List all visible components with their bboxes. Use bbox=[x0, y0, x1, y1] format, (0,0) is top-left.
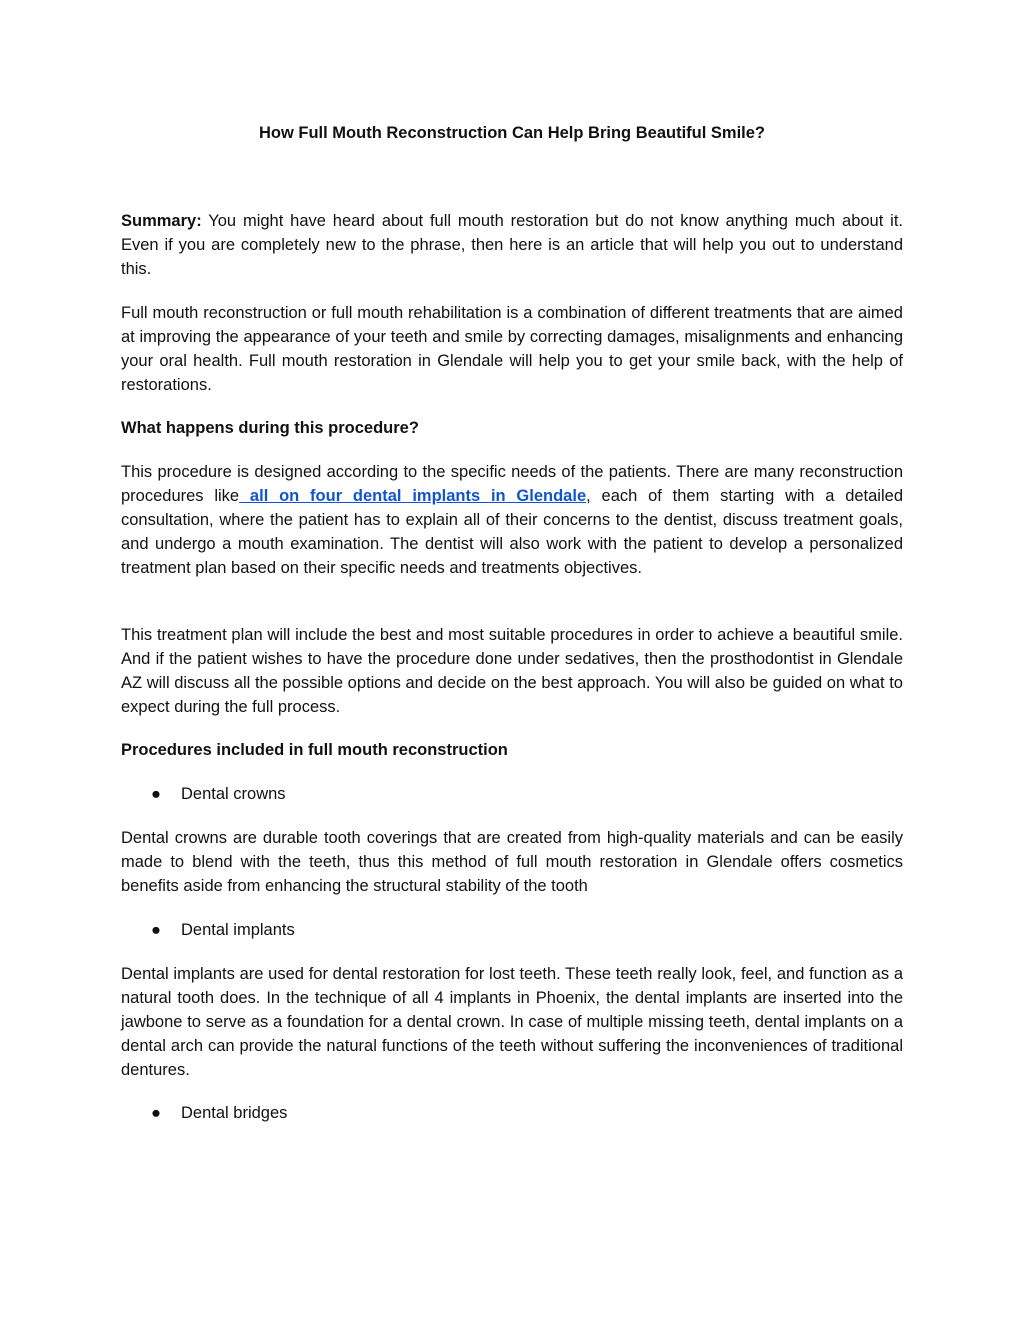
list-item-label: Dental bridges bbox=[181, 1104, 288, 1122]
list-item-label: Dental implants bbox=[181, 921, 295, 939]
procedure-text-after: , each of them starting with a detailed consultation, where the patient has to explain all of their concerns to the dentist, discuss treatment goals, and undergo a mouth examination. The dentist will also work with the patient to develop a personalized treatment plan based on their specific needs and treatments objectives. bbox=[121, 487, 903, 577]
bullet-icon: ● bbox=[151, 785, 161, 803]
bullet-icon: ● bbox=[151, 1104, 161, 1122]
intro-paragraph: Full mouth reconstruction or full mouth rehabilitation is a combination of different treatments that are aimed at improving the appearance of your teeth and smile by correcting damages, misalignments and enhancing your oral health. Full mouth restoration in Glendale will help you to get your smile back, with the help of restorations. bbox=[121, 304, 903, 394]
section-heading-procedures-included: Procedures included in full mouth reconstruction bbox=[121, 741, 508, 759]
treatment-plan-paragraph: This treatment plan will include the best and most suitable procedures in order to achieve a beautiful smile. And if the patient wishes to have the procedure done under sedatives, then the prosthodontist in Glendale AZ will discuss all the possible options and decide on the best approach. You will also be guided on what to expect during the full process. bbox=[121, 626, 903, 716]
summary-text: You might have heard about full mouth restoration but do not know anything much about it. Even if you are completely new to the phrase, then here is an article that will help you out to understand this. bbox=[121, 212, 903, 278]
procedure-text-before: This procedure is designed according to the specific needs of the patients. There are many reconstruction procedures like bbox=[121, 463, 903, 505]
list-item-dental-crowns bbox=[151, 782, 286, 806]
dental-implants-paragraph: Dental implants are used for dental restoration for lost teeth. These teeth really look, feel, and function as a natural tooth does. In the technique of all 4 implants in Phoenix, the dental implants are inserted into the jawbone to serve as a foundation for a dental crown. In case of multiple missing teeth, dental implants on a dental arch can provide the natural functions of the teeth without suffering the inconveniences of traditional dentures. bbox=[121, 965, 903, 1079]
summary-label: Summary: bbox=[121, 212, 202, 230]
bullet-icon: ● bbox=[151, 921, 161, 939]
list-item-dental-bridges bbox=[151, 1101, 287, 1125]
list-item-label: Dental crowns bbox=[181, 785, 286, 803]
list-item-dental-implants bbox=[151, 918, 295, 942]
document-title: How Full Mouth Reconstruction Can Help Bring Beautiful Smile? bbox=[258, 124, 765, 142]
summary-paragraph bbox=[121, 209, 903, 281]
all-on-four-implants-link[interactable]: all on four dental implants in Glendale bbox=[239, 487, 587, 505]
procedure-paragraph bbox=[121, 460, 903, 580]
section-heading-procedure: What happens during this procedure? bbox=[121, 419, 419, 437]
dental-crowns-paragraph: Dental crowns are durable tooth coverings that are created from high-quality materials and can be easily made to blend with the teeth, thus this method of full mouth restoration in Glendale offers cosmetics benefits aside from enhancing the structural stability of the tooth bbox=[121, 829, 903, 895]
